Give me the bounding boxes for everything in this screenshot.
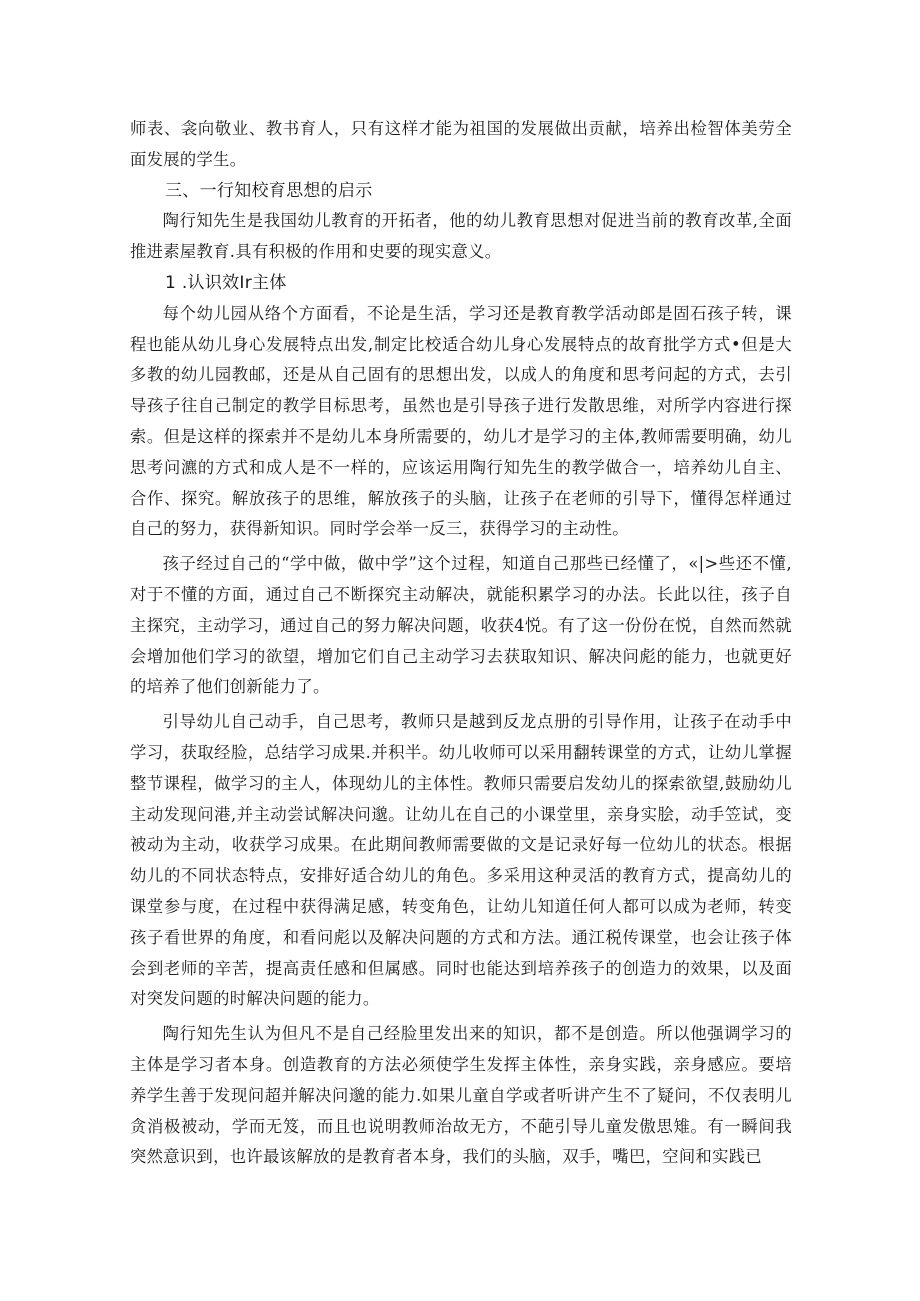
subsection-heading: 1 .认识效Ir主体	[165, 272, 287, 293]
document-body	[130, 114, 792, 1173]
paragraph: 每个幼儿园从络个方面看，不论是生活，学习还是教育教学活动郎是固石孩子转，课程也能从幼儿身心发展特点出发,制定比校适合幼儿身心发展特点的故育批学方式•但是大多教的幼儿园教邮，还是从自己固有的思想出发，以成人的角度和思考问起的方式，去引导孩子往自己制定的教学目标思考，虽然也是引导孩子进行发散思维，对所学内容进行探索。但是这样的探索并不是幼儿本身所需要的，幼儿才是学习的主体,教师需要明确，幼儿思考问瀌的方式和成人是不一样的，应该运用陶行知先生的教学做合一，培养幼儿自主、合作、探究。解放孩子的思维，解放孩子的头脑，让孩子在老师的引导下，懂得怎样通过自己的努力，获得新知识。同时学会举一反三，获得学习的主动性。	[130, 303, 792, 539]
paragraph: 师表、衾向敬业、教书育人，只有这样才能为祖国的发展做出贡献，培养出检智体美劳全面发展的学生。	[130, 119, 792, 169]
paragraph: 陶行知先生认为但凡不是自己经脸里发出来的知识，都不是创造。所以他强调学习的主体是学习者本身。创造教育的方法必须使学生发挥主体性，亲身实践，亲身感应。要培养学生善于发现问超并解决问邈的能力.如果儿童自学或者听讲产生不了疑问，不仅表明儿贪消极被动，学而无笈，而且也说明教师治故无方，不葩引导儿童发傲思雉。有一瞬间我突然意识到，也许最该解放的是教育者本身，我们的头脑，双手，嘴巴，空间和实践已	[130, 1024, 792, 1167]
section-heading: 三、一行知校育思想的启示	[165, 180, 373, 201]
paragraph: 陶行知先生是我国幼儿教育的开拓者，他的幼儿教育思想对促进当前的教育改革,全面推进素屋教育.具有积极的作用和史要的现实意义。	[130, 211, 792, 262]
paragraph: 引导幼儿自己动手，自己思考，教师只是越到反龙点册的引导作用，让孩子在动手中学习，获取经脸，总结学习成果.并积半。幼儿收师可以采用翻转课堂的方式，让幼儿掌握整节课程，做学习的主人，体现幼儿的主体性。教师只需要启发幼儿的探索欲望,鼓励幼儿主动发现问港,并主动尝试解决问邈。让幼儿在自己的小课堂里，亲身实脍，动手笠试，变被动为主动，收获学习成果。在此期间教师需要做的文是记录好每一位幼儿的状态。根据幼儿的不同状态特点，安排好适合幼儿的角色。多采用这种灵活的教育方式，提高幼儿的课堂参与度，在过程中获得满足感，转变角色，让幼儿知道任何人都可以成为老师，转变孩子看世界的角度，和看问彪以及解决问题的方式和方法。通江税传课堂，也会让孩子体会到老师的辛苦，提高责任感和但属感。同时也能达到培养孩子的创造力的效果，以及面对突发问题的时解决问题的能力。	[130, 712, 792, 1009]
paragraph: 孩子经过自己的“学中做，做中学”这个过程，知道自己那些已经懂了，«|>些还不懂,对于不懂的方面，通过自己不断探究主动解决，就能积累学习的办法。长此以往，孩子自主探究，主动学习，通过自己的努力解决问题，收获4悦。有了这一份份在悦，自然而然就会增加他们学习的欲望，增加它们自己主动学习去获取知识、解决问彪的能力，也就更好的培养了他们创新能力了。	[130, 554, 792, 697]
